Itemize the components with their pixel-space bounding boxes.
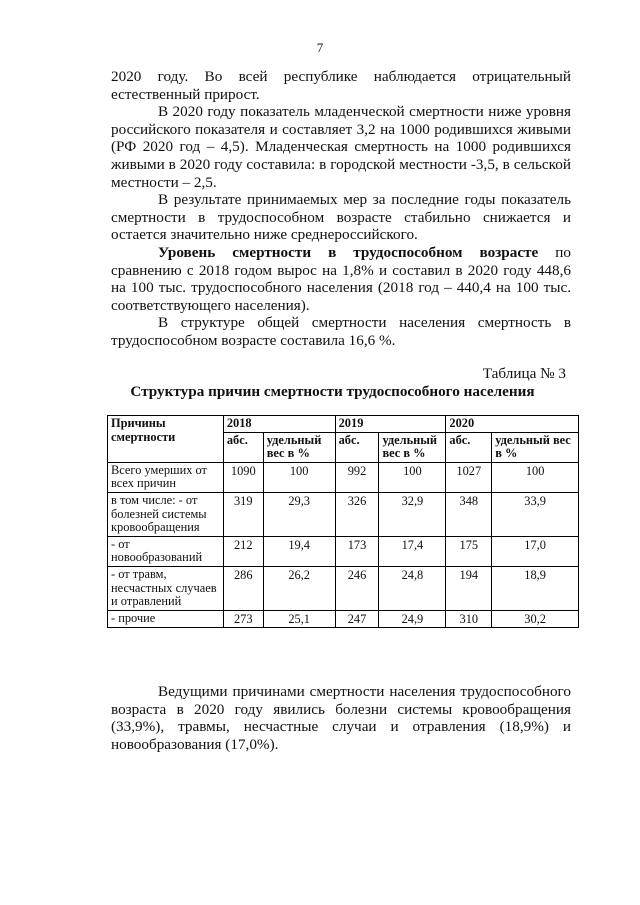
header-share-2020: удельный вес в % xyxy=(492,432,579,462)
cell-share-2019: 32,9 xyxy=(379,492,446,536)
mortality-causes-table xyxy=(107,415,579,628)
cell-share-2020: 100 xyxy=(492,462,579,492)
cell-share-2019: 17,4 xyxy=(379,536,446,566)
table-row xyxy=(108,492,579,536)
working-age-rest: по сравнению с 2018 годом вырос на 1,8% и составил в 2020 году 448,6 на 100 тыс. трудоспособного населения (2018 год – 440,4 на 100 тыс. соответствующего населения). xyxy=(111,243,571,314)
cell-share-2020: 33,9 xyxy=(492,492,579,536)
cell-abs-2019: 173 xyxy=(335,536,379,566)
header-causes: Причины смертности xyxy=(108,416,224,463)
cell-abs-2019: 246 xyxy=(335,566,379,610)
page-number: 7 xyxy=(316,40,324,55)
table-number: Таблица № 3 xyxy=(482,365,566,382)
row-cause: - от травм, несчастных случаев и отравлений xyxy=(108,566,224,610)
table-title: Структура причин смертности трудоспособного населения xyxy=(130,383,535,400)
header-year-2019: 2019 xyxy=(335,416,446,433)
cell-share-2018: 29,3 xyxy=(263,492,335,536)
cell-share-2020: 17,0 xyxy=(492,536,579,566)
cell-share-2018: 26,2 xyxy=(263,566,335,610)
cell-share-2019: 24,9 xyxy=(379,610,446,628)
table-header-row-years xyxy=(108,416,579,433)
cell-share-2018: 100 xyxy=(263,462,335,492)
paragraph-measures: В результате принимаемых мер за последние годы показатель смертности в трудоспособном возрасте стабильно снижается и остается значительно ниже среднероссийского. xyxy=(111,191,571,244)
table-row xyxy=(108,462,579,492)
cell-abs-2020: 194 xyxy=(446,566,492,610)
table-row xyxy=(108,566,579,610)
header-year-2018: 2018 xyxy=(223,416,335,433)
paragraph-birth-rate: 2020 году. Во всей республике наблюдается отрицательный естественный прирост. xyxy=(111,68,571,103)
cell-share-2019: 100 xyxy=(379,462,446,492)
paragraph-infant-mortality: В 2020 году показатель младенческой смертности ниже уровня российского показателя и составляет 3,2 на 1000 родившихся живыми (РФ 2020 год – 4,5). Младенческая смертность на 1000 родившихся живыми в 2020 году составила: в городской местности -3,5, в сельской местности – 2,5. xyxy=(111,103,571,191)
cell-share-2018: 19,4 xyxy=(263,536,335,566)
paragraph-conclusion: Ведущими причинами смертности населения трудоспособного возраста в 2020 году явились болезни системы кровообращения (33,9%), травмы, несчастные случаи и отравления (18,9%) и новообразования (17,0%). xyxy=(111,683,571,753)
header-abs-2019: абс. xyxy=(335,432,379,462)
cell-abs-2020: 1027 xyxy=(446,462,492,492)
cell-share-2020: 30,2 xyxy=(492,610,579,628)
header-abs-2020: абс. xyxy=(446,432,492,462)
cell-abs-2020: 310 xyxy=(446,610,492,628)
cell-share-2018: 25,1 xyxy=(263,610,335,628)
row-cause: Всего умерших от всех причин xyxy=(108,462,224,492)
cell-abs-2018: 319 xyxy=(223,492,263,536)
row-cause: в том числе: - от болезней системы кровообращения xyxy=(108,492,224,536)
cell-share-2020: 18,9 xyxy=(492,566,579,610)
working-age-bold-lead: Уровень смертности в трудоспособном возрасте xyxy=(158,243,539,261)
table-row xyxy=(108,536,579,566)
table-row xyxy=(108,610,579,628)
cell-abs-2019: 992 xyxy=(335,462,379,492)
cell-abs-2019: 326 xyxy=(335,492,379,536)
row-cause: - прочие xyxy=(108,610,224,628)
header-share-2019: удельный вес в % xyxy=(379,432,446,462)
header-share-2018: удельный вес в % xyxy=(263,432,335,462)
cell-abs-2018: 286 xyxy=(223,566,263,610)
paragraph-working-age-mortality xyxy=(111,244,571,314)
cell-abs-2018: 212 xyxy=(223,536,263,566)
cell-share-2019: 24,8 xyxy=(379,566,446,610)
cell-abs-2019: 247 xyxy=(335,610,379,628)
body-text-conclusion xyxy=(111,683,571,753)
body-text-top xyxy=(111,68,571,350)
cell-abs-2020: 348 xyxy=(446,492,492,536)
header-year-2020: 2020 xyxy=(446,416,579,433)
header-abs-2018: абс. xyxy=(223,432,263,462)
row-cause: - от новообразований xyxy=(108,536,224,566)
cell-abs-2020: 175 xyxy=(446,536,492,566)
cell-abs-2018: 1090 xyxy=(223,462,263,492)
cell-abs-2018: 273 xyxy=(223,610,263,628)
paragraph-mortality-structure: В структуре общей смертности населения смертность в трудоспособном возрасте составила 16,6 %. xyxy=(111,314,571,349)
